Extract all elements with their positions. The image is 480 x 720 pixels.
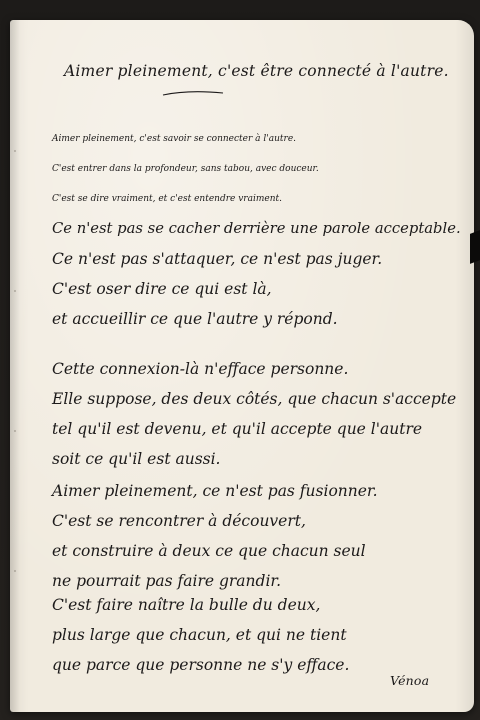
poem-line: C'est entrer dans la profondeur, sans tabou, avec douceur. xyxy=(52,164,319,174)
title-underline-stroke xyxy=(162,90,224,96)
binding-stitch xyxy=(14,430,16,432)
poem-line: plus large que chacun, et qui ne tient xyxy=(52,626,347,644)
poem-line: Elle suppose, des deux côtés, que chacun s'accepte xyxy=(52,390,457,408)
poem-line: C'est se rencontrer à découvert, xyxy=(52,512,306,530)
poem-line: Aimer pleinement, c'est savoir se connecter à l'autre. xyxy=(52,134,297,144)
poem-line: C'est faire naître la bulle du deux, xyxy=(52,596,321,614)
binding-stitch xyxy=(14,290,16,292)
poem-line: et accueillir ce que l'autre y répond. xyxy=(52,310,338,328)
binding-stitch xyxy=(14,570,16,572)
stanza-3 xyxy=(52,476,378,596)
poem-line: soit ce qu'il est aussi. xyxy=(52,450,221,468)
poem-line: tel qu'il est devenu, et qu'il accepte que l'autre xyxy=(52,420,423,438)
poem-line: C'est oser dire ce qui est là, xyxy=(52,280,272,298)
poem-line: que parce que personne ne s'y efface. xyxy=(52,656,350,674)
poem-line: Cette connexion-là n'efface personne. xyxy=(52,360,349,378)
binding-stitch xyxy=(14,150,16,152)
page-title: Aimer pleinement, c'est être connecté à l'autre. xyxy=(64,62,449,80)
bookmark-ribbon xyxy=(470,230,480,264)
poem-line: Ce n'est pas s'attaquer, ce n'est pas juger. xyxy=(52,250,383,268)
page-binding-shadow xyxy=(10,20,20,712)
poem-line: ne pourrait pas faire grandir. xyxy=(52,572,282,590)
poem-line: C'est se dire vraiment, et c'est entendre vraiment. xyxy=(52,194,282,204)
stanza-1 xyxy=(52,124,461,334)
poem-line: Aimer pleinement, ce n'est pas fusionner. xyxy=(52,482,378,500)
stanza-4 xyxy=(52,590,349,680)
stanza-2 xyxy=(52,354,456,474)
poem-line: et construire à deux ce que chacun seul xyxy=(52,542,366,560)
poem-line: Ce n'est pas se cacher derrière une parole acceptable. xyxy=(52,220,461,237)
author-signature: Vénoa xyxy=(390,673,430,688)
